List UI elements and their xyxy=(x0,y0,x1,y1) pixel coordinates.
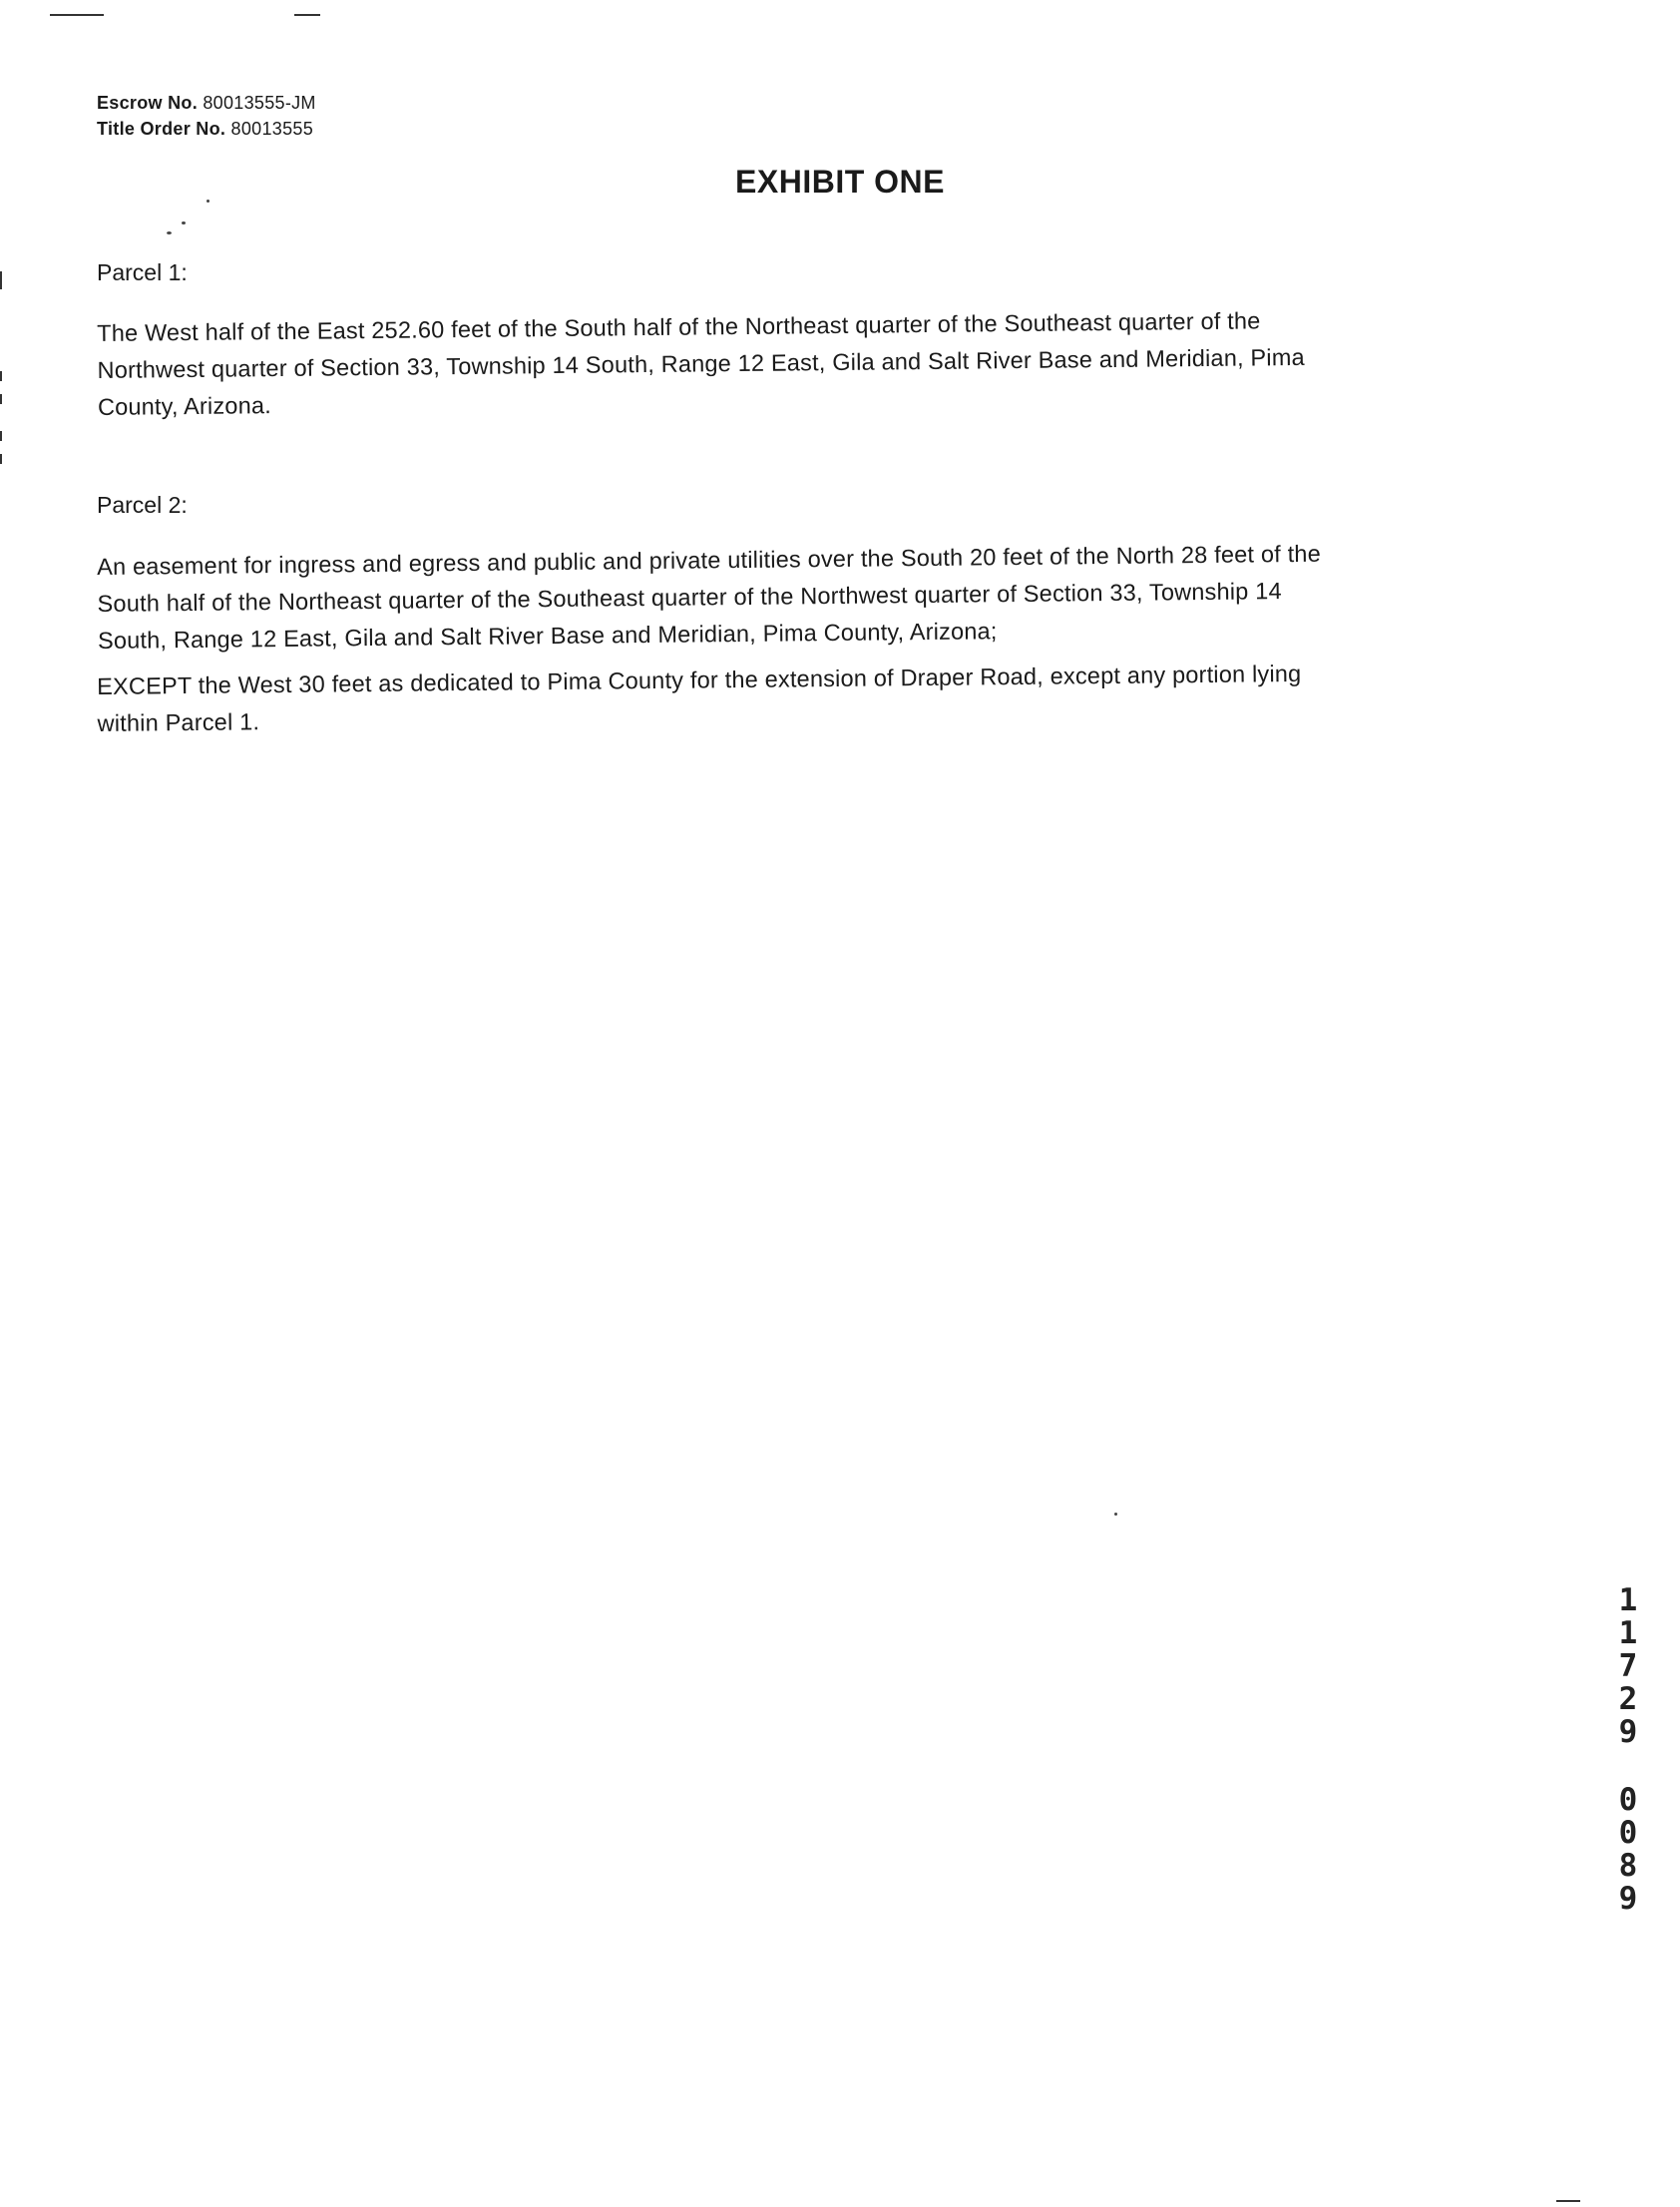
exception-line: within Parcel 1. xyxy=(97,708,260,736)
page-digit: 0 xyxy=(1618,1815,1638,1851)
document-header xyxy=(97,90,316,142)
page-digit: 0 xyxy=(1618,1782,1638,1818)
docket-number-stamp xyxy=(1613,1584,1643,1749)
parcel-2-line: An easement for ingress and egress and public and private utilities over the South 20 feet of the North 28 feet of the xyxy=(97,540,1322,580)
scan-margin-tick xyxy=(0,394,2,404)
title-order-label: Title Order No. xyxy=(97,119,226,139)
escrow-number-line xyxy=(97,90,316,116)
page-number-stamp xyxy=(1613,1784,1643,1916)
scan-speck xyxy=(182,221,186,224)
parcel-1-heading: Parcel 1: xyxy=(97,259,188,285)
docket-digit: 1 xyxy=(1618,1615,1638,1651)
title-order-number: 80013555 xyxy=(230,119,314,139)
scan-line-top-left xyxy=(50,14,104,16)
page-digit: 9 xyxy=(1618,1881,1638,1917)
parcel-1-line: The West half of the East 252.60 feet of the South half of the Northeast quarter of the Southeast quarter of the xyxy=(97,307,1261,346)
docket-digit: 9 xyxy=(1618,1714,1638,1750)
parcel-1-line: Northwest quarter of Section 33, Township 14 South, Range 12 East, Gila and Salt River Base and Meridian, Pima xyxy=(97,343,1305,383)
document-title: EXHIBIT ONE xyxy=(735,164,945,200)
docket-digit: 1 xyxy=(1618,1582,1638,1618)
parcel-2-line: South half of the Northeast quarter of the Southeast quarter of the Northwest quarter of Section 33, Township 14 xyxy=(97,578,1282,617)
scan-margin-tick xyxy=(0,454,2,464)
docket-digit: 2 xyxy=(1618,1681,1638,1717)
scan-line-bottom xyxy=(1556,2200,1580,2202)
escrow-number: 80013555-JM xyxy=(203,93,316,113)
parcel-2-exception xyxy=(97,653,1594,742)
parcel-2-heading: Parcel 2: xyxy=(97,492,188,518)
docket-digit: 7 xyxy=(1618,1648,1638,1684)
scan-margin-tick xyxy=(0,371,2,381)
scan-line-top-mid xyxy=(294,14,320,16)
scan-margin-tick xyxy=(0,431,2,441)
parcel-2-description xyxy=(97,533,1594,660)
parcel-2-line: South, Range 12 East, Gila and Salt River Base and Meridian, Pima County, Arizona; xyxy=(97,618,998,654)
scan-margin-tick xyxy=(0,271,2,289)
escrow-label: Escrow No. xyxy=(97,93,199,113)
parcel-1-line: County, Arizona. xyxy=(97,392,272,420)
title-order-line xyxy=(97,116,316,142)
scan-speck xyxy=(167,231,172,234)
page-digit: 8 xyxy=(1618,1848,1638,1884)
exception-line: EXCEPT the West 30 feet as dedicated to Pima County for the extension of Draper Road, except any portion lying xyxy=(97,660,1302,699)
parcel-1-description xyxy=(97,299,1594,426)
scan-speck xyxy=(1114,1513,1117,1516)
